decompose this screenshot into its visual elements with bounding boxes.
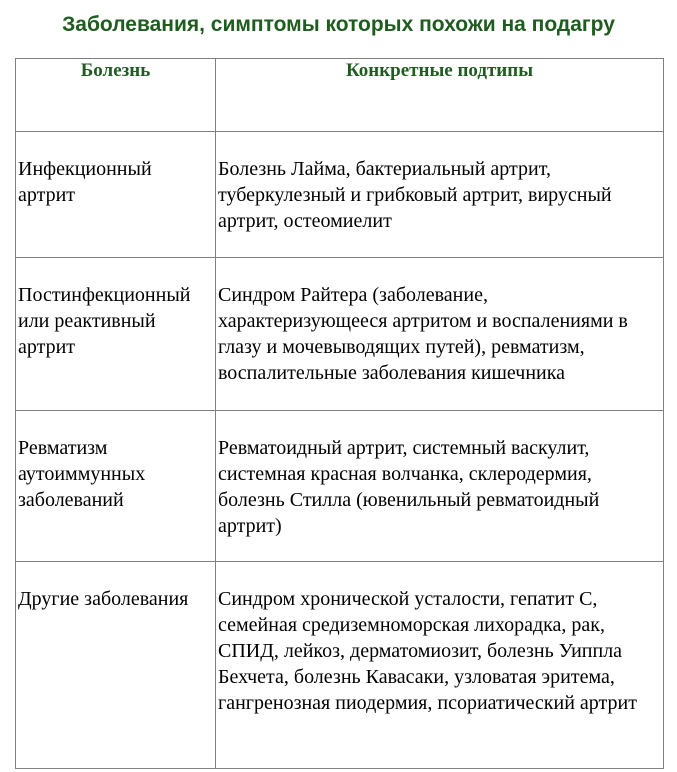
page-title: Заболевания, симптомы которых похожи на подагру: [62, 13, 615, 36]
subtypes-text: Болезнь Лайма, бактериальный артрит, туберкулезный и грибковый артрит, вирусный артрит, остеомиелит: [218, 158, 612, 232]
disease-name: Постинфекционный или реактивный артрит: [18, 284, 191, 358]
column-header-disease: Болезнь: [16, 59, 216, 132]
subtypes-cell: [216, 258, 664, 411]
table-row: [16, 258, 664, 411]
disease-name: Ревматизм аутоиммунных заболеваний: [18, 437, 146, 511]
subtypes-cell: [216, 562, 664, 769]
disease-cell: [16, 411, 216, 562]
subtypes-text: Синдром хронической усталости, гепатит C, семейная средиземноморская лихорадка, рак, СПИД, лейкоз, дерматомиозит, болезнь Уиппла Бехчета, болезнь Кавасаки, узловатая эритема, гангренозная пиодермия, псориатический артрит: [218, 588, 637, 714]
diseases-table: [15, 58, 664, 769]
disease-cell: [16, 132, 216, 258]
disease-cell: [16, 258, 216, 411]
disease-cell: [16, 562, 216, 769]
table-row: [16, 132, 664, 258]
disease-name: Другие заболевания: [18, 588, 189, 610]
subtypes-cell: [216, 411, 664, 562]
table-header-row: [16, 59, 664, 132]
subtypes-text: Синдром Райтера (заболевание, характеризующееся артритом и воспалениями в глазу и мочевыводящих путей), ревматизм, воспалительные заболевания кишечника: [218, 284, 628, 384]
column-header-subtypes: Конкретные подтипы: [216, 59, 664, 132]
subtypes-text: Ревматоидный артрит, системный васкулит, системная красная волчанка, склеродермия, болезнь Стилла (ювенильный ревматоидный артрит): [218, 437, 600, 537]
subtypes-cell: [216, 132, 664, 258]
disease-name: Инфекционный артрит: [18, 158, 152, 206]
table-row: [16, 411, 664, 562]
table-row: [16, 562, 664, 769]
